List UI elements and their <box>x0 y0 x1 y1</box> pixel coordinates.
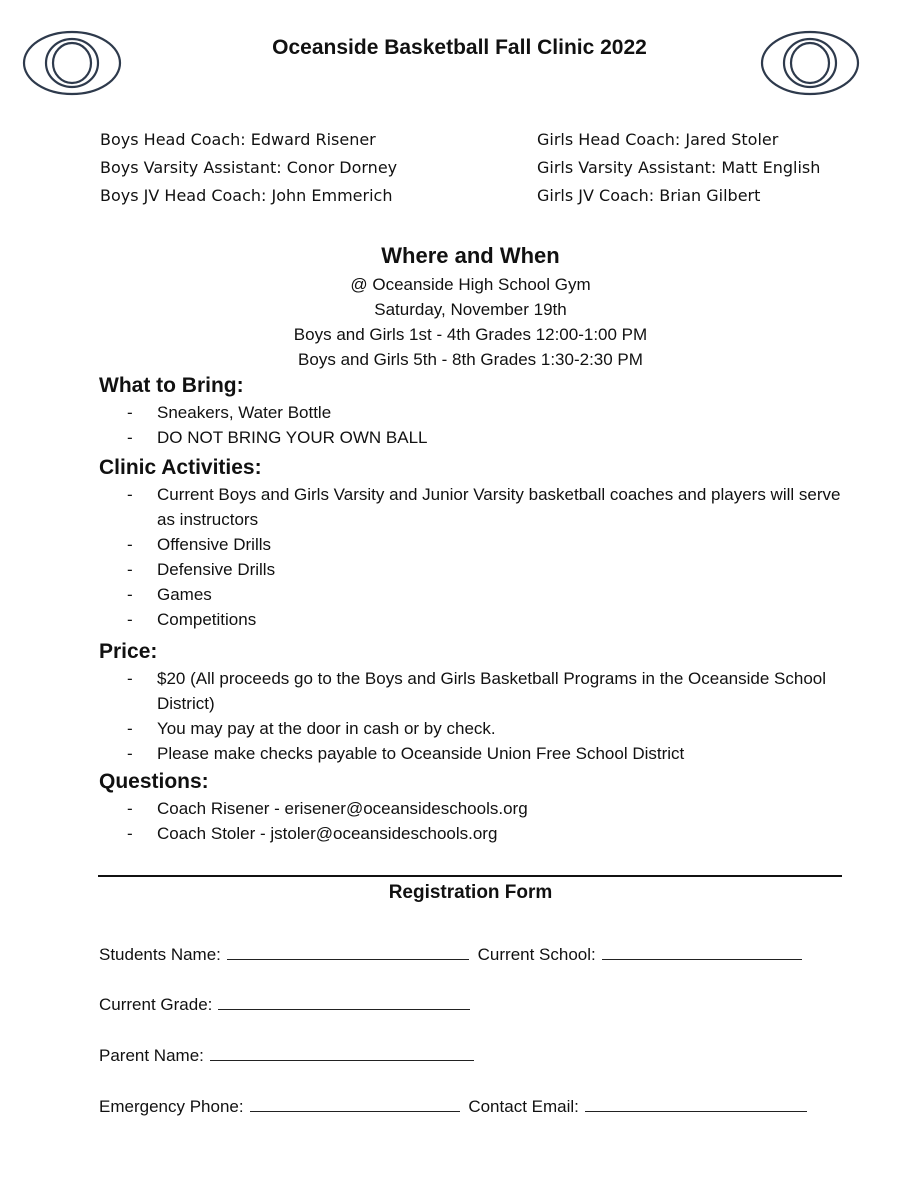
section-heading: Questions: <box>99 770 209 793</box>
list-item <box>99 821 859 846</box>
price-section <box>99 638 859 766</box>
bullet-dash: - <box>127 560 133 579</box>
bullet-dash: - <box>127 403 133 422</box>
date-line: Saturday, November 19th <box>374 300 567 319</box>
boys-varsity-assistant: Boys Varsity Assistant: Conor Dorney <box>100 158 398 177</box>
current-school-label: Current School: <box>477 945 596 964</box>
bullet-dash: - <box>127 585 133 604</box>
form-row-name-school <box>99 941 806 965</box>
bullet-dash: - <box>127 428 133 447</box>
list-item-text: Please make checks payable to Oceanside Union Free School District <box>157 744 685 763</box>
list-item <box>99 796 859 821</box>
bullet-dash: - <box>127 799 133 818</box>
list-item <box>99 607 859 632</box>
girls-head-coach: Girls Head Coach: Jared Stoler <box>537 130 779 149</box>
list-item-text: Coach Stoler - jstoler@oceansideschools.org <box>157 824 498 843</box>
clinic-activities-section <box>99 454 859 632</box>
schedule-line-2: Boys and Girls 5th - 8th Grades 1:30-2:30 PM <box>298 350 643 369</box>
emergency-phone-label: Emergency Phone: <box>99 1097 244 1116</box>
parent-name-field[interactable] <box>210 1042 474 1061</box>
bullet-dash: - <box>127 669 133 688</box>
current-school-field[interactable] <box>602 941 802 960</box>
list-item-text: Current Boys and Girls Varsity and Junior Varsity basketball coaches and players will serve as instructors <box>157 485 841 529</box>
boys-jv-head-coach: Boys JV Head Coach: John Emmerich <box>100 186 393 205</box>
section-heading: What to Bring: <box>99 374 244 397</box>
bullet-dash: - <box>127 719 133 738</box>
list-item <box>99 666 859 716</box>
registration-form-title: Registration Form <box>388 882 553 903</box>
list-item <box>99 716 859 741</box>
bullet-dash: - <box>127 744 133 763</box>
section-heading: Price: <box>99 640 158 663</box>
section-divider <box>98 875 842 877</box>
list-item <box>99 482 859 532</box>
boys-head-coach: Boys Head Coach: Edward Risener <box>100 130 376 149</box>
section-heading: Clinic Activities: <box>99 456 262 479</box>
list-item-text: Defensive Drills <box>157 560 276 579</box>
list-item-text: Offensive Drills <box>157 535 271 554</box>
where-and-when <box>0 240 919 372</box>
contact-email-label: Contact Email: <box>468 1097 579 1116</box>
page-title: Oceanside Basketball Fall Clinic 2022 <box>272 36 647 59</box>
list-item <box>99 532 859 557</box>
list-item-text: $20 (All proceeds go to the Boys and Girls Basketball Programs in the Oceanside School District) <box>157 669 827 713</box>
form-row-grade <box>99 991 474 1015</box>
list-item <box>99 582 859 607</box>
emergency-phone-field[interactable] <box>250 1093 460 1112</box>
form-row-phone-email <box>99 1093 811 1117</box>
list-item-text: Games <box>157 585 212 604</box>
bullet-dash: - <box>127 535 133 554</box>
girls-coaches-list <box>537 126 820 210</box>
list-item <box>99 557 859 582</box>
list-item <box>99 741 859 766</box>
list-item-text: Competitions <box>157 610 257 629</box>
list-item <box>99 425 859 450</box>
list-item-text: Sneakers, Water Bottle <box>157 403 332 422</box>
schedule-line-1: Boys and Girls 1st - 4th Grades 12:00-1:00 PM <box>293 325 648 344</box>
location-line: @ Oceanside High School Gym <box>350 275 591 294</box>
bullet-dash: - <box>127 610 133 629</box>
students-name-field[interactable] <box>227 941 469 960</box>
bullet-dash: - <box>127 824 133 843</box>
parent-name-label: Parent Name: <box>99 1046 204 1065</box>
what-to-bring-section <box>99 372 859 450</box>
bullet-dash: - <box>127 485 133 504</box>
questions-section <box>99 768 859 846</box>
students-name-label: Students Name: <box>99 945 221 964</box>
list-item-text: DO NOT BRING YOUR OWN BALL <box>157 428 428 447</box>
boys-coaches-list <box>100 126 397 210</box>
contact-email-field[interactable] <box>585 1093 807 1112</box>
current-grade-label: Current Grade: <box>99 995 213 1014</box>
list-item-text: Coach Risener - erisener@oceansideschools.org <box>157 799 528 818</box>
list-item-text: You may pay at the door in cash or by check. <box>157 719 496 738</box>
list-item <box>99 400 859 425</box>
girls-varsity-assistant: Girls Varsity Assistant: Matt English <box>537 158 821 177</box>
current-grade-field[interactable] <box>218 991 470 1010</box>
form-row-parent <box>99 1042 478 1066</box>
where-when-heading: Where and When <box>381 243 560 268</box>
girls-jv-coach: Girls JV Coach: Brian Gilbert <box>537 186 761 205</box>
